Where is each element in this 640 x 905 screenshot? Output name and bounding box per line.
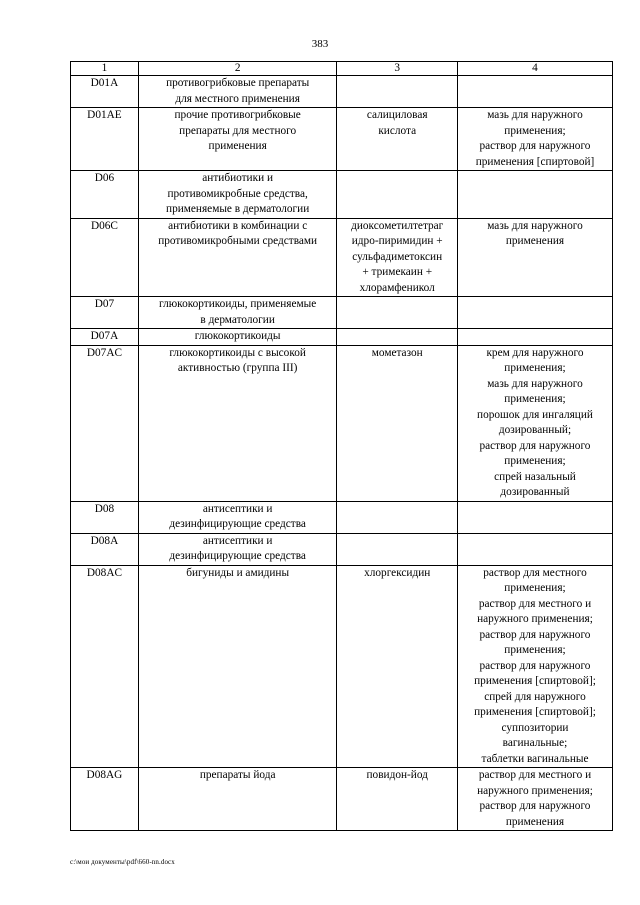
- dosage-form-cell: раствор для местного и наружного применения; раствор для наружного применения: [457, 768, 612, 831]
- atc-code-cell: D08A: [71, 533, 139, 565]
- substance-cell: [337, 76, 458, 108]
- substance-cell: повидон-йод: [337, 768, 458, 831]
- atc-code-cell: D08AG: [71, 768, 139, 831]
- group-name-cell: прочие противогрибковые препараты для местного применения: [138, 108, 337, 171]
- dosage-form-cell: [457, 297, 612, 329]
- table-row: [71, 565, 613, 768]
- table-row: [71, 501, 613, 533]
- dosage-form-cell: мазь для наружного применения: [457, 218, 612, 297]
- dosage-form-cell: [457, 501, 612, 533]
- column-number-3: 3: [337, 62, 458, 76]
- atc-code-cell: D06C: [71, 218, 139, 297]
- group-name-cell: препараты йода: [138, 768, 337, 831]
- group-name-cell: глюкокортикоиды: [138, 329, 337, 346]
- substance-cell: [337, 533, 458, 565]
- atc-code-cell: D07: [71, 297, 139, 329]
- table-row: [71, 329, 613, 346]
- column-number-4: 4: [457, 62, 612, 76]
- atc-code-cell: D07AC: [71, 345, 139, 501]
- substance-cell: диоксометилтетраг идро-пиримидин + сульфадиметоксин + тримекаин + хлорамфеникол: [337, 218, 458, 297]
- dosage-form-cell: крем для наружного применения; мазь для наружного применения; порошок для ингаляций дозированный; раствор для наружного применения; спрей назальный дозированный: [457, 345, 612, 501]
- atc-code-cell: D08: [71, 501, 139, 533]
- atc-code-cell: D08AC: [71, 565, 139, 768]
- dosage-form-cell: [457, 533, 612, 565]
- substance-cell: [337, 171, 458, 219]
- table-body: [71, 62, 613, 831]
- dosage-form-cell: раствор для местного применения; раствор для местного и наружного применения; раствор для наружного применения; раствор для наружного применения [спиртовой]; спрей для наружного применения [спиртовой]; суппозитории вагинальные; таблетки вагинальные: [457, 565, 612, 768]
- table-row: [71, 345, 613, 501]
- table-row: [71, 108, 613, 171]
- group-name-cell: бигуниды и амидины: [138, 565, 337, 768]
- group-name-cell: антисептики и дезинфицирующие средства: [138, 533, 337, 565]
- table-row: [71, 171, 613, 219]
- substance-cell: мометазон: [337, 345, 458, 501]
- atc-code-cell: D06: [71, 171, 139, 219]
- table-row: [71, 218, 613, 297]
- substance-cell: [337, 329, 458, 346]
- column-number-row: [71, 62, 613, 76]
- group-name-cell: противогрибковые препараты для местного применения: [138, 76, 337, 108]
- table-row: [71, 76, 613, 108]
- table-row: [71, 297, 613, 329]
- atc-code-cell: D07A: [71, 329, 139, 346]
- dosage-form-cell: [457, 171, 612, 219]
- atc-code-cell: D01A: [71, 76, 139, 108]
- dosage-form-cell: мазь для наружного применения; раствор для наружного применения [спиртовой]: [457, 108, 612, 171]
- table-row: [71, 768, 613, 831]
- drug-table: [70, 61, 613, 831]
- footer-file-path: c:\мои документы\pdf\660-nn.docx: [70, 858, 175, 866]
- group-name-cell: антибиотики в комбинации с противомикробными средствами: [138, 218, 337, 297]
- substance-cell: [337, 501, 458, 533]
- column-number-2: 2: [138, 62, 337, 76]
- group-name-cell: глюкокортикоиды, применяемые в дерматологии: [138, 297, 337, 329]
- column-number-1: 1: [71, 62, 139, 76]
- group-name-cell: антисептики и дезинфицирующие средства: [138, 501, 337, 533]
- atc-code-cell: D01AE: [71, 108, 139, 171]
- substance-cell: хлоргексидин: [337, 565, 458, 768]
- substance-cell: [337, 297, 458, 329]
- table-row: [71, 533, 613, 565]
- substance-cell: салициловая кислота: [337, 108, 458, 171]
- dosage-form-cell: [457, 329, 612, 346]
- dosage-form-cell: [457, 76, 612, 108]
- group-name-cell: глюкокортикоиды с высокой активностью (группа III): [138, 345, 337, 501]
- group-name-cell: антибиотики и противомикробные средства, применяемые в дерматологии: [138, 171, 337, 219]
- page-number: 383: [311, 38, 329, 50]
